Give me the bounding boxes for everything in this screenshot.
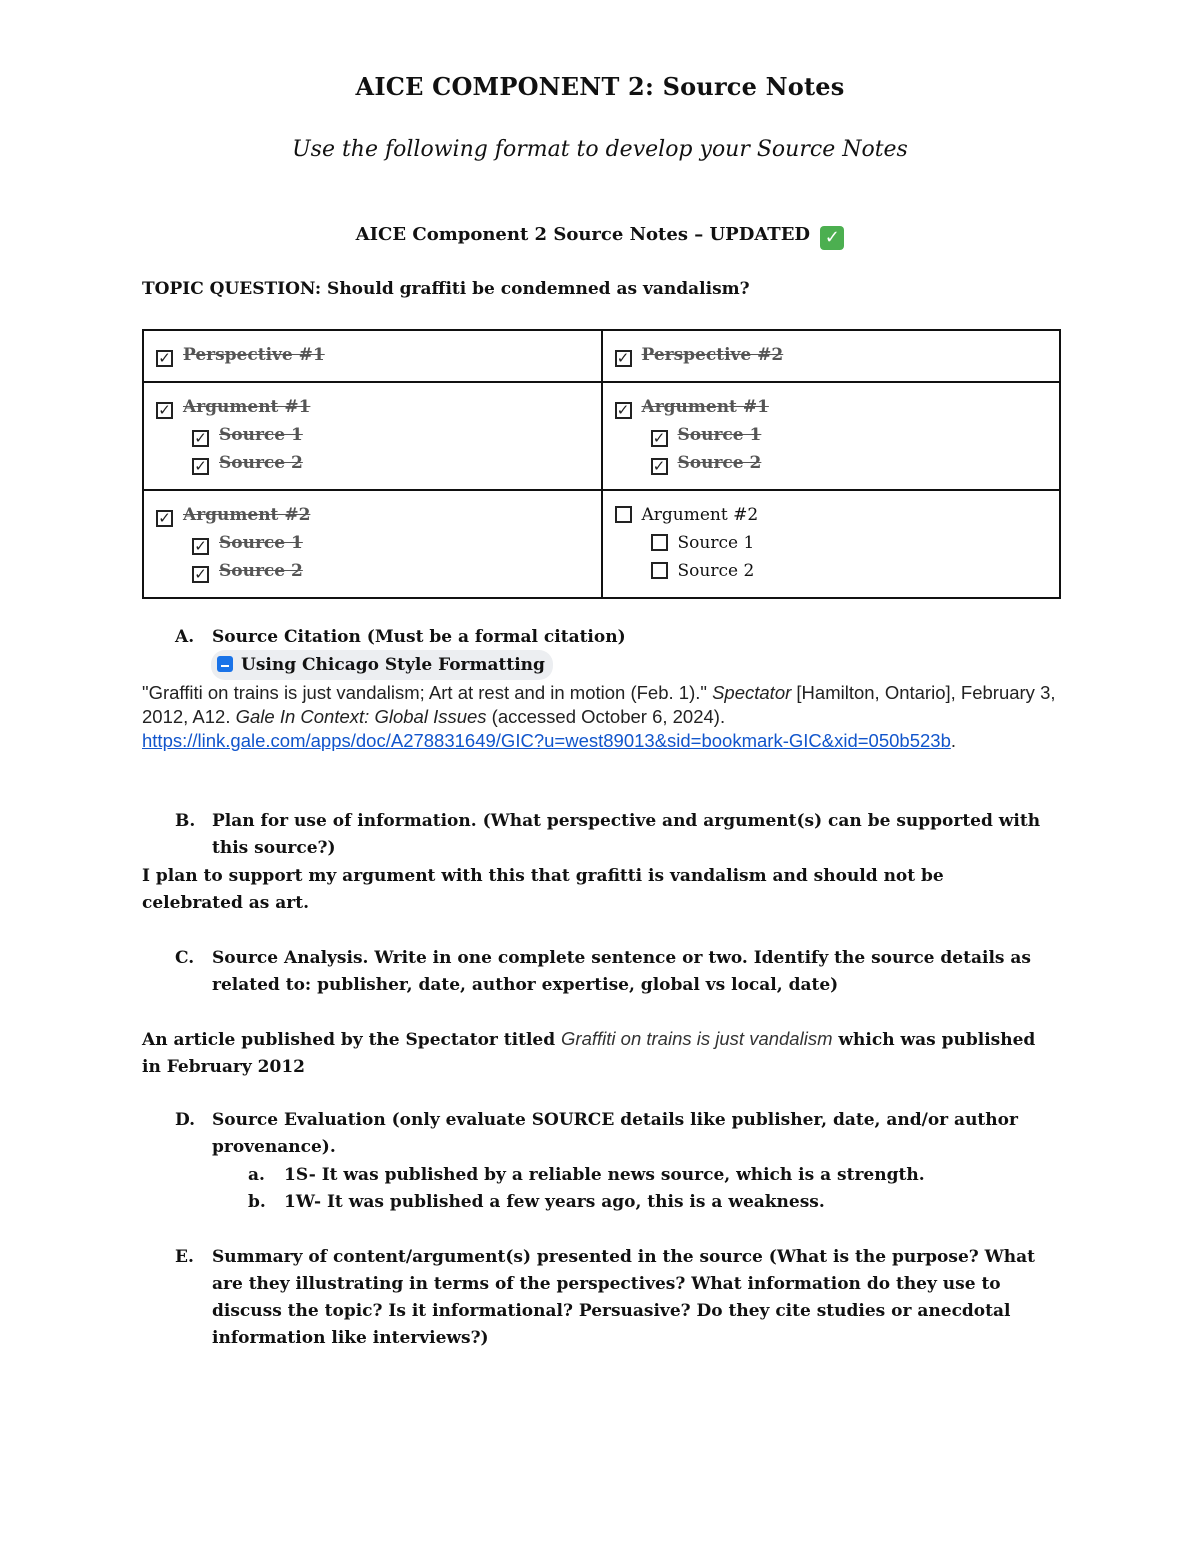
document-icon: [217, 656, 233, 672]
checked-checkbox-icon[interactable]: ✓: [192, 458, 209, 475]
section-heading: [0, 224, 1200, 250]
checked-checkbox-icon[interactable]: ✓: [615, 402, 632, 419]
topic-question: TOPIC QUESTION: Should graffiti be condemned as vandalism?: [142, 279, 750, 299]
checked-checkbox-icon[interactable]: ✓: [156, 510, 173, 527]
checklist-item-argument[interactable]: ✓ Argument #1: [615, 393, 1048, 421]
checklist-item-source[interactable]: Source 2: [615, 557, 1048, 585]
checklist-item-source[interactable]: ✓ Source 1: [615, 421, 1048, 449]
checklist-cell: [602, 490, 1061, 598]
checklist-cell: [143, 382, 602, 490]
checklist-item-source[interactable]: ✓ Source 2: [615, 449, 1048, 477]
page-subtitle: Use the following format to develop your Source Notes: [292, 137, 908, 162]
section-c-answer: An article published by the Spectator titled Graffiti on trains is just vandalism which was published in February 2012: [142, 1028, 1036, 1077]
checklist-cell: [143, 330, 602, 382]
checked-checkbox-icon[interactable]: ✓: [156, 350, 173, 367]
unchecked-checkbox-icon[interactable]: [651, 562, 668, 579]
checked-checkbox-icon[interactable]: ✓: [615, 350, 632, 367]
document-page: AICE COMPONENT 2: Source Notes Use the following format to develop your Source Notes AICE Component 2 Source Notes – UPDATED ✓ TOPIC QUESTION: Should graffiti be condemned as vandalism? ✓ Perspective #1 ✓ Perspective #2 ✓ Argument #1 ✓ Source 1 ✓ Source 2 ✓ Argument #1 ✓ Source 1 ✓ Source 2 ✓ Argument #2 ✓ Source 1 ✓ Source 2 Argument #2 Source 1 Source 2 A. Source Citation (Must be a formal citation) Using Chicago Style Formatting "Graffiti on trains is just vandalism; Art at rest and in motion (Feb. 1)." Spectator [Hamilton, Ontario], February 3, 2012, A12. Gale In Context: Global Issues (accessed October 6, 2024). https://link.gale.com/apps/doc/A278831649/GIC?u=west89013&sid=bookmark-GIC&xid=050b523b. B. Plan for use of information. (What perspective and argument(s) can be supported with this source?) I plan to support my argument with this that grafitti is vandalism and should not be celebrated as art. C. Source Analysis. Write in one complete sentence or two. Identify the source details as related to: publisher, date, author expertise, global vs local, date) An article published by the Spectator titled Graffiti on trains is just vandalism which was published in February 2012 D. Source Evaluation (only evaluate SOURCE details like publisher, date, and/or author provenance). a. 1S- It was published by a reliable news source, which is a strength. b. 1W- It was published a few years ago, this is a weakness. E. Summary of content/argument(s) presented in the source (What is the purpose? What are they illustrating in terms of the perspectives? What information do they use to discuss the topic? Is it informational? Persuasive? Do they cite studies or anecdotal information like interviews?): [0, 0, 1200, 1553]
checklist-item-perspective-1[interactable]: ✓ Perspective #1: [156, 341, 589, 369]
checklist-table: [142, 329, 1061, 599]
checklist-item-argument[interactable]: ✓ Argument #2: [156, 501, 589, 529]
checklist-item-source[interactable]: ✓ Source 2: [156, 449, 589, 477]
checklist-cell: [143, 490, 602, 598]
checklist-item-argument[interactable]: ✓ Argument #1: [156, 393, 589, 421]
section-heading-text: AICE Component 2 Source Notes – UPDATED: [355, 224, 811, 245]
unchecked-checkbox-icon[interactable]: [615, 506, 632, 523]
page-title: AICE COMPONENT 2: Source Notes: [355, 72, 845, 101]
checklist-cell: [602, 382, 1061, 490]
checklist-cell: [602, 330, 1061, 382]
checklist-item-source[interactable]: Source 1: [615, 529, 1048, 557]
source-citation: "Graffiti on trains is just vandalism; Art at rest and in motion (Feb. 1)." Spectator [Hamilton, Ontario], February 3, 2012, A12. Gale In Context: Global Issues (accessed October 6, 2024). https://link.gale.com/apps/doc/A278831649/GIC?u=west89013&sid=bookmark-GIC&xid=050b523b.: [142, 682, 1056, 751]
check-mark-icon: ✓: [820, 226, 844, 250]
checklist-item-source[interactable]: ✓ Source 1: [156, 421, 589, 449]
section-b-answer: I plan to support my argument with this that grafitti is vandalism and should not be celebrated as art.: [142, 866, 944, 913]
formatting-chip[interactable]: Using Chicago Style Formatting: [211, 650, 553, 680]
checklist-item-argument[interactable]: Argument #2: [615, 501, 1048, 529]
checklist-item-perspective-2[interactable]: ✓ Perspective #2: [615, 341, 1048, 369]
checked-checkbox-icon[interactable]: ✓: [192, 430, 209, 447]
checked-checkbox-icon[interactable]: ✓: [192, 538, 209, 555]
checked-checkbox-icon[interactable]: ✓: [192, 566, 209, 583]
unchecked-checkbox-icon[interactable]: [651, 534, 668, 551]
citation-link[interactable]: https://link.gale.com/apps/doc/A278831649/GIC?u=west89013&sid=bookmark-GIC&xid=050b523b: [142, 730, 951, 751]
checklist-item-source[interactable]: ✓ Source 1: [156, 529, 589, 557]
checked-checkbox-icon[interactable]: ✓: [651, 458, 668, 475]
checked-checkbox-icon[interactable]: ✓: [156, 402, 173, 419]
checklist-item-source[interactable]: ✓ Source 2: [156, 557, 589, 585]
checked-checkbox-icon[interactable]: ✓: [651, 430, 668, 447]
